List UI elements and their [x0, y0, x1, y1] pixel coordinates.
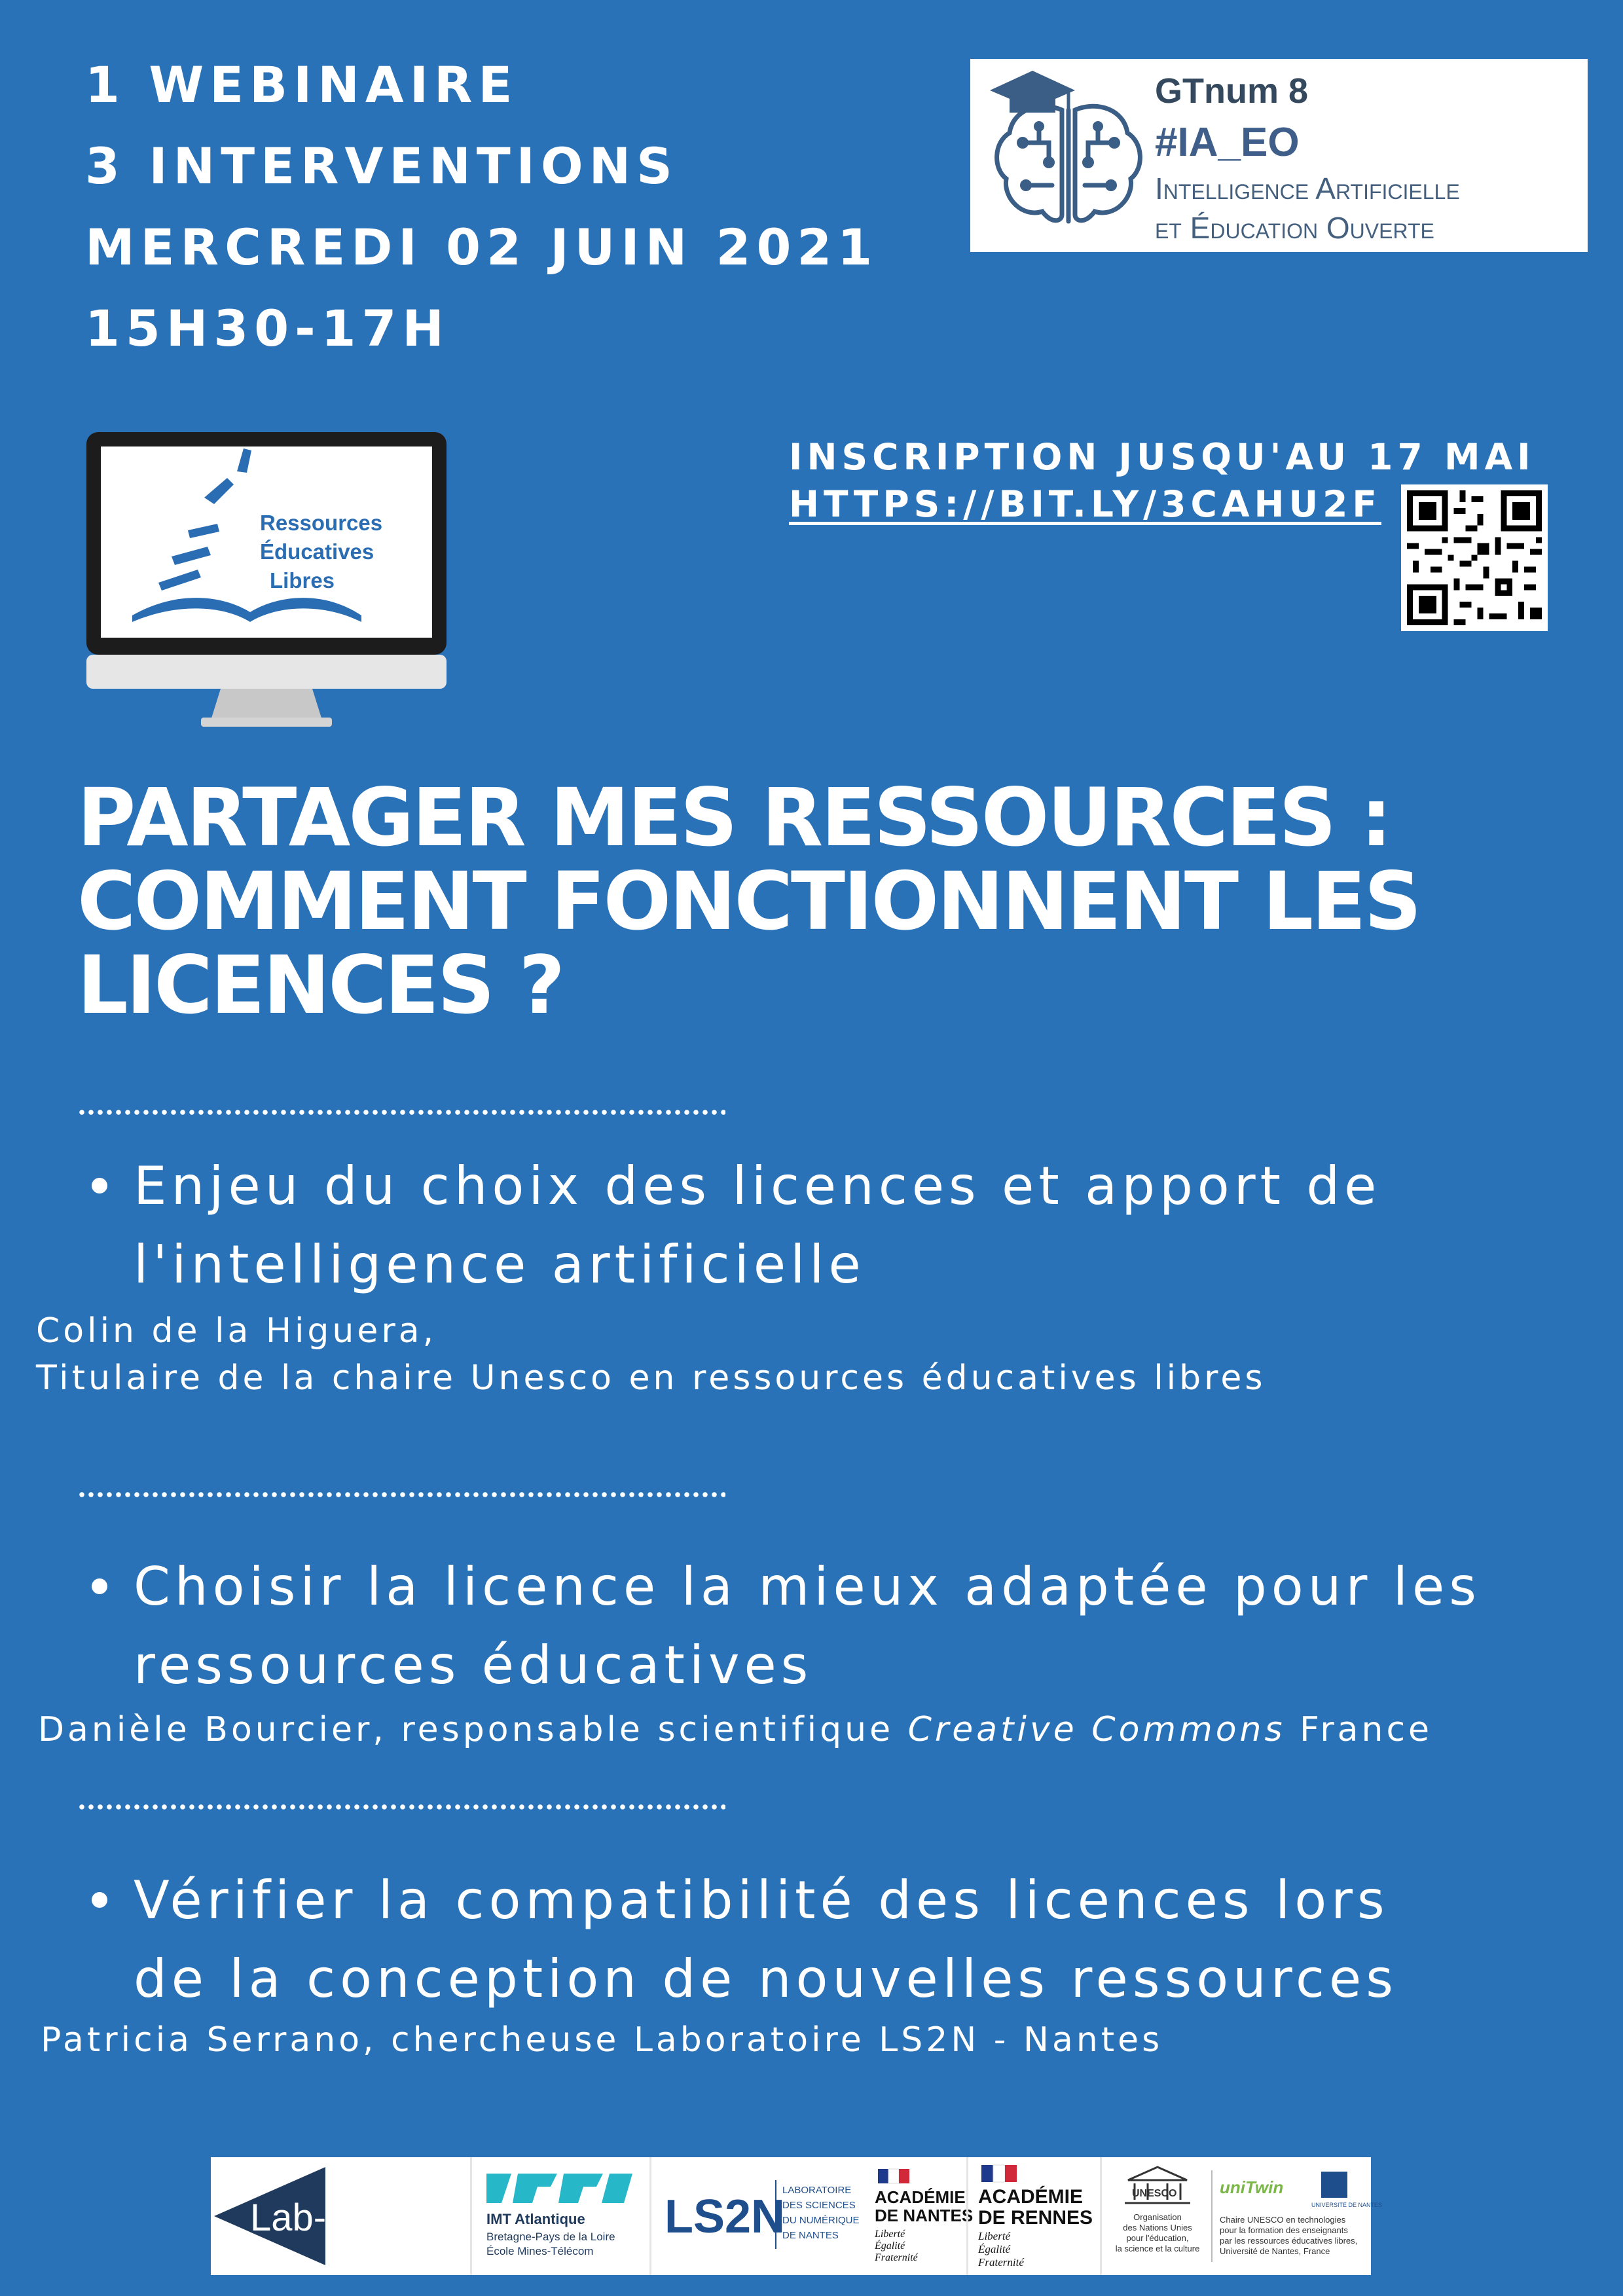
unesco-sub-2: des Nations Unies — [1123, 2223, 1192, 2232]
academie-rennes-logo — [966, 2157, 1099, 2275]
speaker-role: Titulaire de la chaire Unesco en ressources éducatives libres — [36, 1358, 1266, 1398]
dotted-separator — [77, 1803, 725, 1811]
talk-3-speaker: Patricia Serrano, chercheuse Laboratoire LS2N - Nantes — [41, 2020, 1163, 2060]
dotted-separator — [77, 1108, 725, 1116]
dotted-separator — [77, 1491, 725, 1499]
motto-1: Liberté — [978, 2230, 1011, 2242]
speaker-name: Colin de la Higuera, — [36, 1311, 437, 1351]
gtnum-subtitle-2: et Éducation Ouverte — [1155, 211, 1434, 245]
qr-code[interactable] — [1401, 484, 1548, 631]
motto-3: Fraternité — [875, 2252, 918, 2263]
chaire-line-4: Université de Nantes, France — [1220, 2246, 1330, 2256]
talk-1 — [92, 1147, 1381, 1304]
gtnum-subtitle-1: Intelligence Artificielle — [1155, 172, 1460, 206]
imt-sub-1: Bretagne-Pays de la Loire — [486, 2231, 615, 2243]
imt-atlantique-logo — [470, 2157, 649, 2275]
event-info — [85, 45, 878, 369]
unesco-sub-4: la science et la culture — [1115, 2244, 1200, 2253]
talk-1-title: Enjeu du choix des licences et apport de — [92, 1147, 1381, 1226]
talk-2 — [92, 1548, 1481, 1705]
event-time: 15H30-17H — [85, 299, 450, 357]
chaire-line-2: pour la formation des enseignants — [1220, 2225, 1348, 2235]
rennes-line-1: ACADÉMIE — [978, 2186, 1084, 2208]
chaire-line-3: par les ressources éducatives libres, — [1220, 2236, 1358, 2246]
headline-line-2: COMMENT FONCTIONNENT LES — [77, 855, 1420, 948]
creative-commons-name: Creative Commons — [907, 1710, 1286, 1749]
unitwin-text: uniTwin — [1220, 2178, 1284, 2197]
headline-line-1: PARTAGER MES RESSOURCES : — [77, 771, 1391, 864]
headline — [77, 771, 1583, 1032]
unesco-chaire-logo — [1100, 2157, 1383, 2275]
ls2n-sub-1: LABORATOIRE — [782, 2185, 852, 2196]
gtnum-title: GTnum 8 — [1155, 71, 1309, 111]
ls2n-sub-2: DES SCIENCES — [782, 2200, 856, 2211]
bullet-icon — [92, 1178, 107, 1194]
monitor-rel-logo — [86, 432, 447, 727]
imt-sub-2: École Mines-Télécom — [486, 2245, 594, 2257]
talk-2-speaker: Danièle Bourcier, responsable scientifique Creative Commons France — [38, 1710, 1433, 1749]
rel-line-3: Libres — [270, 568, 335, 592]
ls2n-text: LS2N — [665, 2191, 786, 2243]
talk-1-speaker — [36, 1307, 1266, 1402]
motto-3: Fraternité — [978, 2256, 1024, 2269]
unesco-text: UNESCO — [1132, 2188, 1177, 2199]
registration-deadline: INSCRIPTION JUSQU'AU 17 MAI — [789, 436, 1535, 478]
labsticc-logo — [211, 2157, 467, 2275]
gtnum-hashtag: #IA_EO — [1155, 120, 1300, 165]
ls2n-sub-3: DU NUMÉRIQUE — [782, 2215, 860, 2226]
academie-nantes-logo — [848, 2157, 974, 2275]
unesco-sub-1: Organisation — [1133, 2212, 1182, 2222]
talk-1-title-2: l'intelligence artificielle — [134, 1234, 866, 1295]
talk-3-title-2: de la conception de nouvelles ressources — [134, 1948, 1398, 2009]
ls2n-logo — [649, 2157, 860, 2275]
gtnum-logo — [970, 59, 1588, 252]
event-date: MERCREDI 02 JUIN 2021 — [85, 218, 879, 276]
event-format: 1 WEBINAIRE — [85, 56, 519, 114]
bullet-icon — [92, 1892, 107, 1908]
ls2n-sub-4: DE NANTES — [782, 2230, 839, 2241]
talk-2-title: Choisir la licence la mieux adaptée pour les — [92, 1548, 1481, 1626]
rel-line-2: Éducatives — [260, 539, 374, 564]
motto-1: Liberté — [875, 2229, 905, 2240]
labsticc-text: Lab-STICC — [250, 2196, 441, 2239]
talk-3 — [92, 1861, 1398, 2018]
talk-2-title-2: ressources éducatives — [134, 1635, 813, 1696]
chaire-line-1: Chaire UNESCO en technologies — [1220, 2215, 1346, 2225]
motto-2: Égalité — [978, 2243, 1011, 2255]
partner-logos — [211, 2157, 1383, 2275]
talk-3-title: Vérifier la compatibilité des licences lors — [92, 1861, 1398, 1940]
nantes-line-2: DE NANTES — [875, 2206, 974, 2225]
imt-name: IMT Atlantique — [486, 2211, 585, 2227]
brain-circuit-icon — [977, 64, 1160, 247]
registration-link[interactable]: HTTPS://BIT.LY/3CAHU2F — [789, 483, 1381, 525]
rel-line-1: Ressources — [260, 511, 383, 535]
nantes-line-1: ACADÉMIE — [875, 2187, 966, 2207]
event-interventions: 3 INTERVENTIONS — [85, 137, 678, 195]
bullet-icon — [92, 1578, 107, 1594]
headline-line-3: LICENCES ? — [77, 939, 564, 1032]
univ-nantes-text: UNIVERSITÉ DE NANTES — [1311, 2202, 1383, 2208]
rennes-line-2: DE RENNES — [978, 2207, 1093, 2229]
motto-2: Égalité — [875, 2240, 905, 2251]
unesco-sub-3: pour l'éducation, — [1126, 2233, 1189, 2243]
